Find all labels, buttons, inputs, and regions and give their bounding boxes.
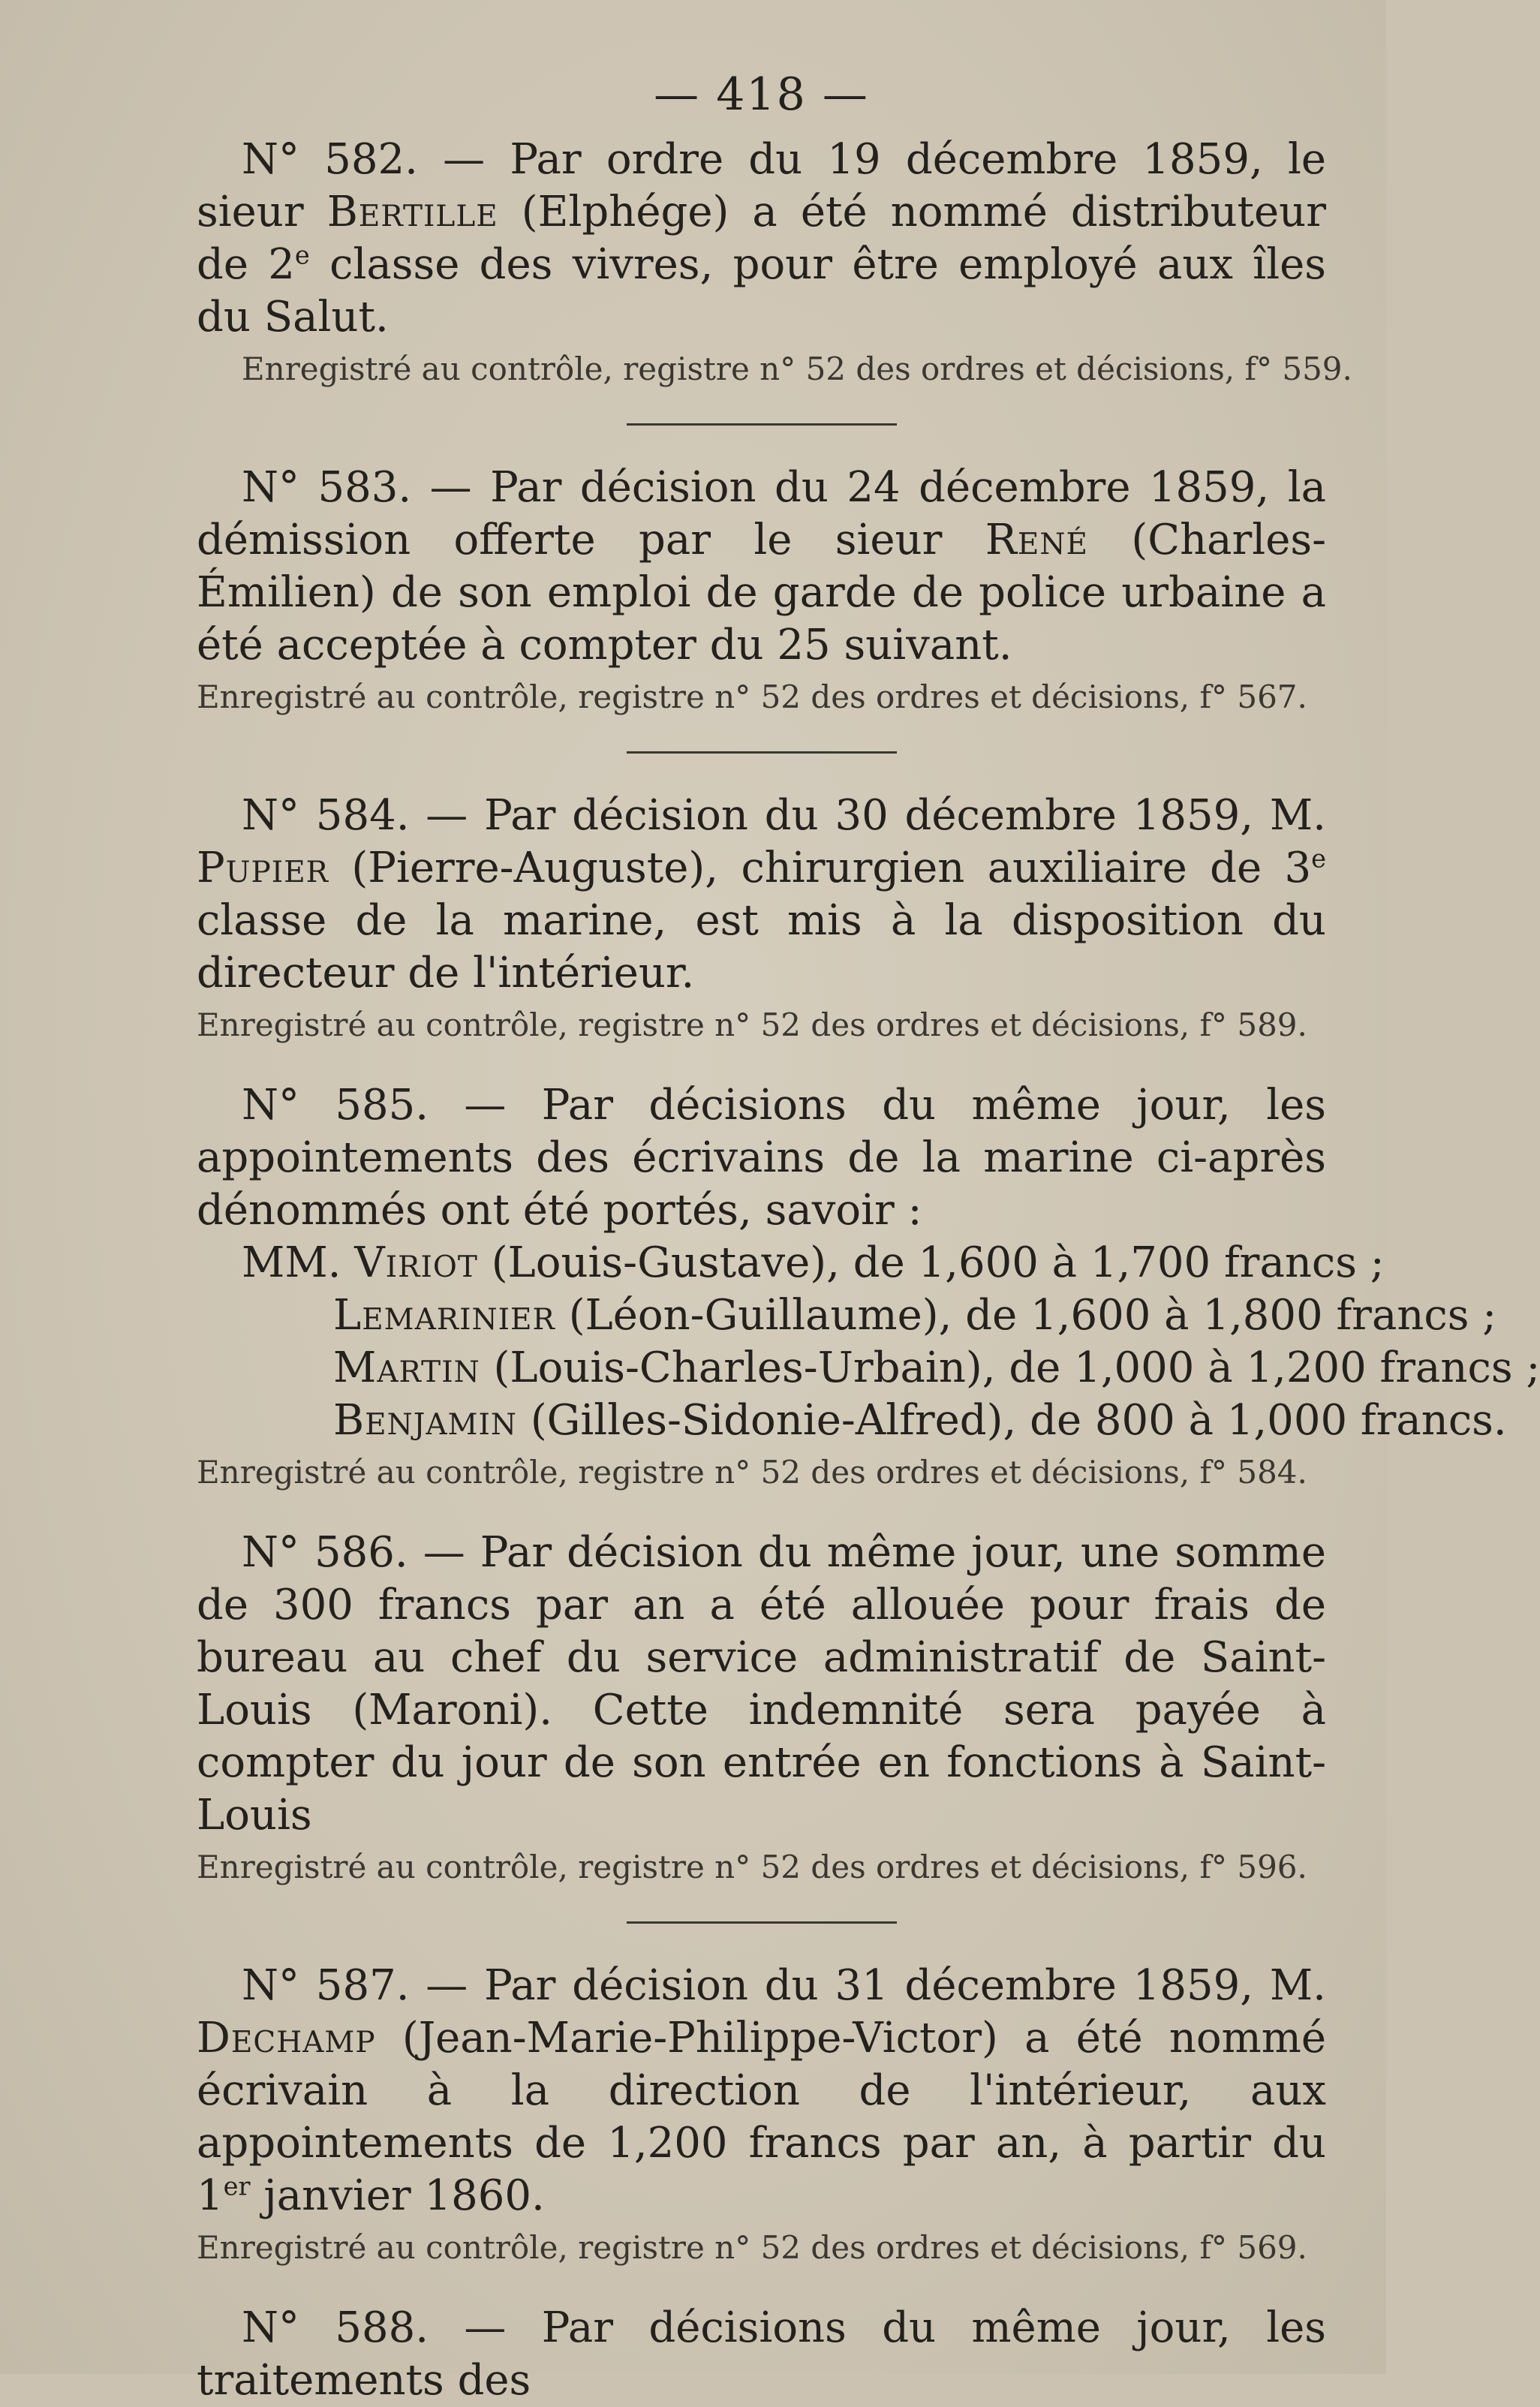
spacer [197, 1494, 1326, 1527]
entry-584 [197, 790, 1326, 1046]
entry-number: N° 583. [242, 463, 412, 512]
entry-text-part: (Charles-Émilien) de son emploi de garde de police urbaine a été acceptée à compter du 25 suivant. [197, 516, 1326, 669]
list-item-text: (Léon-Guillaume), de 1,600 à 1,800 francs ; [555, 1291, 1497, 1340]
superscript: er [223, 2171, 251, 2201]
entry-text-part: — Par décision du 31 décembre 1859, M. [409, 1961, 1326, 2010]
entry-text-part: (Pierre-Auguste), chirurgien auxiliaire de 3 [329, 844, 1312, 892]
entry-text [197, 134, 1326, 344]
entry-text [197, 1527, 1326, 1842]
person-name: Viriot [354, 1238, 478, 1287]
separator-rule [627, 423, 897, 426]
list-item-text: (Louis-Gustave), de 1,600 à 1,700 francs ; [477, 1238, 1385, 1287]
honorific: MM. [242, 1238, 355, 1287]
list-item-text: (Louis-Charles-Urbain), de 1,000 à 1,200 francs ; [480, 1343, 1540, 1392]
register-note: Enregistré au contrôle, registre n° 52 des ordres et décisions, f° 584. [197, 1454, 1307, 1491]
entry-583 [197, 462, 1326, 718]
register-note: Enregistré au contrôle, registre n° 52 des ordres et décisions, f° 567. [197, 678, 1307, 715]
entry-text-part: classe des vivres, pour être employé aux îles du Salut. [197, 240, 1326, 341]
person-name: Dechamp [197, 2014, 376, 2062]
person-name: Bertille [326, 188, 498, 236]
entry-text-part: (Elphége) a été nommé distributeur de 2 [197, 188, 1326, 289]
register-note: Enregistré au contrôle, registre n° 52 des ordres et décisions, f° 559. [242, 351, 1352, 387]
list-item [197, 1237, 1385, 1289]
person-name: René [985, 516, 1088, 564]
entry-text [197, 462, 1326, 672]
superscript: e [294, 240, 310, 270]
entry-number: N° 586. [242, 1528, 408, 1577]
entry-text [197, 790, 1326, 1000]
entry-number: N° 588. [242, 2303, 429, 2352]
list-item-text: (Gilles-Sidonie-Alfred), de 800 à 1,000 francs. [517, 1396, 1507, 1445]
entry-text-part: — Par décision du 24 décembre 1859, la démission offerte par le sieur [197, 463, 1326, 564]
entry-number: N° 582. [242, 135, 418, 184]
entry-text-part: (Jean-Marie-Philippe-Victor) a été nommé écrivain à la direction de l'intérieur, aux appointements de 1,200 francs par an, à partir du 1 [197, 2014, 1326, 2220]
page-number: — 418 — [654, 68, 869, 121]
register-note: Enregistré au contrôle, registre n° 52 des ordres et décisions, f° 569. [197, 2229, 1307, 2266]
list-item [197, 1342, 1540, 1395]
entry-587 [197, 1960, 1326, 2269]
names-list [197, 1237, 1540, 1447]
entry-text [197, 2302, 1326, 2407]
entry-585 [197, 1079, 1540, 1494]
spacer [197, 2269, 1326, 2302]
list-item [197, 1289, 1497, 1342]
entry-text [197, 1960, 1326, 2222]
person-name: Pupier [197, 844, 329, 892]
page-content [197, 68, 1540, 2407]
entry-582 [197, 134, 1352, 390]
person-name: Benjamin [333, 1396, 518, 1445]
entry-text-part: classe de la marine, est mis à la disposition du directeur de l'intérieur. [197, 896, 1326, 997]
entry-text-part: — Par décision du 30 décembre 1859, M. [409, 791, 1326, 840]
entry-text-part: — Par ordre du 19 décembre 1859, le sieur [197, 135, 1327, 236]
entry-586 [197, 1527, 1326, 1888]
entry-number: N° 587. [242, 1961, 410, 2010]
register-note: Enregistré au contrôle, registre n° 52 des ordres et décisions, f° 596. [197, 1849, 1307, 1885]
entry-number: N° 584. [242, 791, 410, 840]
list-item [197, 1395, 1507, 1447]
spacer [197, 1046, 1326, 1079]
superscript: e [1311, 844, 1326, 874]
person-name: Martin [333, 1343, 480, 1392]
entry-text [197, 1079, 1326, 1237]
entry-text-part: — Par décision du même jour, une somme de 300 francs par an a été allouée pour frais de bureau au chef du service administratif de Saint-Louis (Maroni). Cette indemnité sera payée à compter du jour de son entrée en fonctions à Saint-Louis [197, 1528, 1326, 1840]
register-note: Enregistré au contrôle, registre n° 52 des ordres et décisions, f° 589. [197, 1006, 1307, 1043]
separator-rule [627, 1921, 897, 1924]
entry-text-part: — Par décisions du même jour, les traitements des [197, 2303, 1326, 2405]
entry-588 [197, 2302, 1326, 2407]
entry-text-part: janvier 1860. [250, 2171, 545, 2220]
separator-rule [627, 751, 897, 754]
entry-text-part: — Par décisions du même jour, les appointements des écrivains de la marine ci-après dénommés ont été portés, savoir : [197, 1081, 1326, 1235]
entry-number: N° 585. [242, 1081, 429, 1130]
person-name: Lemarinier [333, 1291, 555, 1340]
